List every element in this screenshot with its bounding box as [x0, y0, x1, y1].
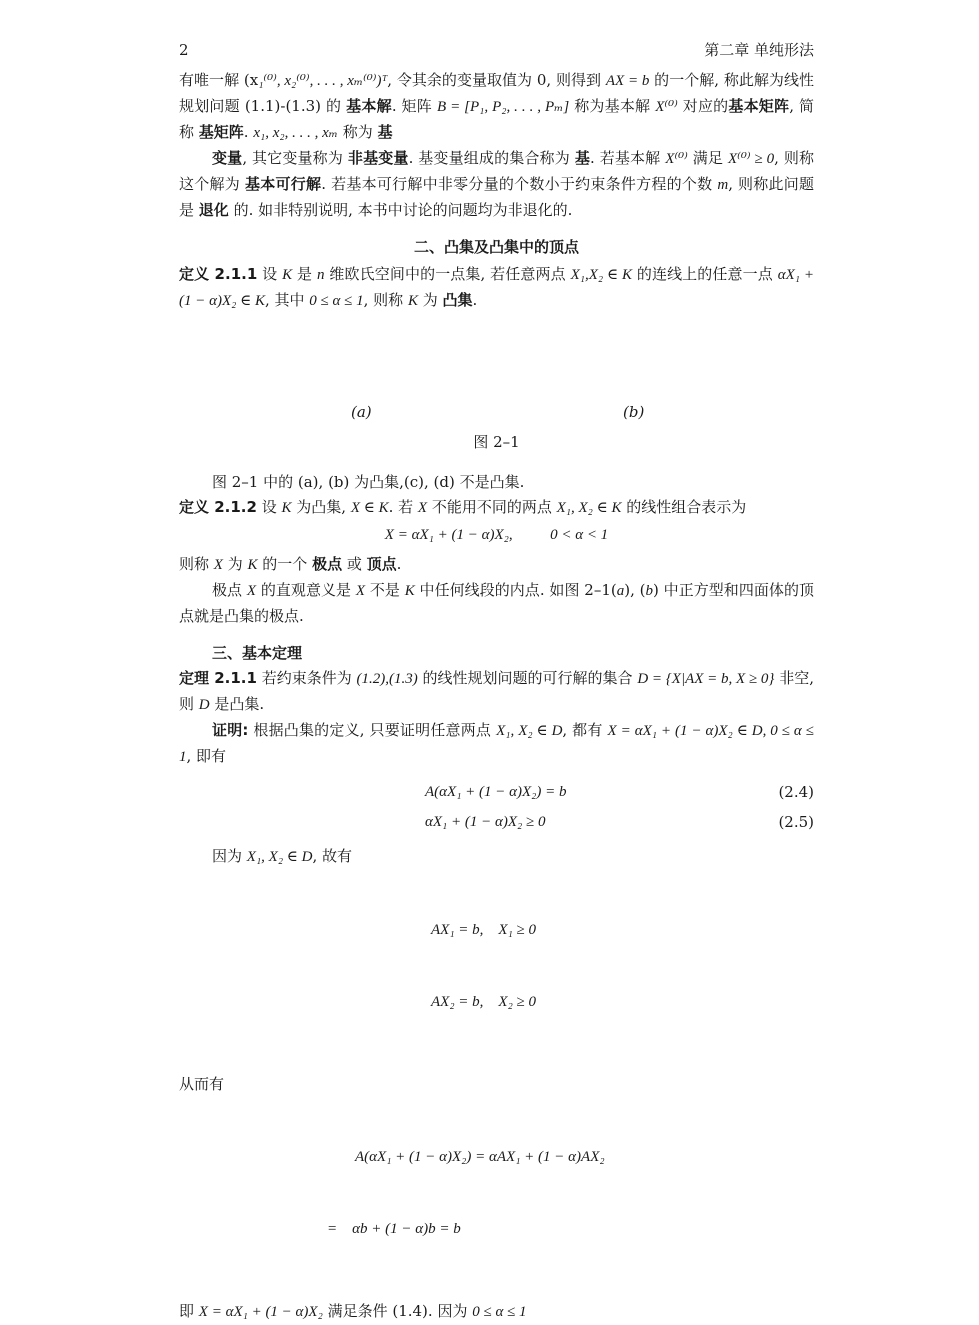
proof-label: 证明:	[212, 721, 249, 739]
definition-2-1-2-conclusion: 则称 X 为 K 的一个 极点 或 顶点.	[179, 555, 402, 573]
equation-number: (2.5)	[778, 813, 814, 831]
document-page	[179, 38, 814, 1325]
equation-2-5	[179, 808, 814, 838]
section-title-fundamental-theorem: 三、基本定理	[212, 644, 303, 662]
definition-label: 定义 2.1.2	[179, 498, 257, 516]
subfigure-label-a: (a)	[351, 403, 372, 421]
figure-caption: 图 2–1	[473, 433, 520, 451]
term-nonbasic-variables: 非基变量	[347, 149, 409, 167]
term-vertex: 顶点	[366, 555, 397, 573]
definition-2-1-1: 定义 2.1.1 设 K 是 n 维欧氏空间中的一点集, 若任意两点 X₁,X₂ ∈ K 的连线上的任意一点 αX₁ + (1 − α)X₂ ∈ K, 其中 0 ≤ α ≤ 1, 则称 K 为 凸集.	[179, 265, 814, 309]
derivation-line: = αb + (1 − α)b = b	[327, 1221, 461, 1237]
term-basic-solution: 基本解	[346, 97, 392, 115]
term-degenerate: 退化	[198, 201, 229, 219]
constraint-system	[431, 870, 814, 1062]
equation-2-4	[179, 778, 814, 808]
page-header	[179, 38, 814, 63]
term-variables: 变量	[212, 149, 243, 167]
proof-paragraph: 证明: 根据凸集的定义, 只要证明任意两点 X₁, X₂ ∈ D, 都有 X = αX₁ + (1 − α)X₂ ∈ D, 0 ≤ α ≤ 1, 即有	[179, 721, 814, 765]
theorem-label: 定理 2.1.1	[179, 669, 257, 687]
paragraph-extreme-point-meaning: 极点 X 的直观意义是 X 不是 K 中任何线段的内点. 如图 2–1(a), (b) 中正方型和四面体的顶点就是凸集的极点.	[179, 581, 814, 625]
term-basic-matrix: 基本矩阵	[728, 97, 790, 115]
theorem-2-1-1: 定理 2.1.1 若约束条件为 (1.2),(1.3) 的线性规划问题的可行解的集合 D = {X|AX = b, X ≥ 0} 非空, 则 D 是凸集.	[179, 669, 814, 713]
section-title-convex-sets: 二、凸集及凸集中的顶点	[413, 238, 579, 256]
term-extreme-point: 极点	[312, 555, 343, 573]
term-base-matrix: 基矩阵	[198, 123, 244, 141]
derivation-line: A(αX₁ + (1 − α)X₂) = αAX₁ + (1 − α)AX₂	[355, 1149, 605, 1165]
term-basic-feasible-solution: 基本可行解	[245, 175, 322, 193]
constraint-line: AX₁ = b, X₁ ≥ 0	[431, 922, 537, 938]
term-base: 基	[377, 123, 393, 141]
thus-label: 从而有	[179, 1075, 225, 1093]
derivation	[315, 1097, 814, 1289]
paragraph-basic-variables: 变量, 其它变量称为 非基变量. 基变量组成的集合称为 基. 若基本解 X⁽⁰⁾ 满足 X⁽⁰⁾ ≥ 0, 则称这个解为 基本可行解. 若基本可行解中非零分量的个数小于约束条件方程的个数 m, 则称此问题是 退化 的. 如非特别说明, 本书中讨论的问题均为非退化的.	[179, 149, 814, 219]
constraint-line: AX₂ = b, X₂ ≥ 0	[431, 994, 537, 1010]
paragraph-basic-solution: 有唯一解 (x₁⁽⁰⁾, x₂⁽⁰⁾, . . . , xₘ⁽⁰⁾)ᵀ, 令其余的变量取值为 0, 则得到 AX = b 的一个解, 称此解为线性规划问题 (1.1)-(1.3) 的 基本解. 矩阵 B = [P₁, P₂, . . . , Pₘ] 称为基本解 X⁽⁰⁾ 对应的基本矩阵, 简称 基矩阵. x₁, x₂, . . . , xₘ 称为 基	[179, 71, 814, 141]
term-basis: 基	[574, 149, 590, 167]
final-paragraph: 即 X = αX₁ + (1 − α)X₂ 满足条件 (1.4). 因为 0 ≤ α ≤ 1	[179, 1302, 527, 1320]
definition-2-1-2: 定义 2.1.2 设 K 为凸集, X ∈ K. 若 X 不能用不同的两点 X₁, X₂ ∈ K 的线性组合表示为	[179, 498, 747, 516]
definition-label: 定义 2.1.1	[179, 265, 258, 283]
equation-expression: A(αX₁ + (1 − α)X₂) = b	[425, 784, 567, 800]
equation-expression: αX₁ + (1 − α)X₂ ≥ 0	[425, 814, 546, 830]
chapter-title: 第二章 单纯形法	[704, 41, 814, 59]
subfigure-label-b: (b)	[623, 403, 645, 421]
term-convex-set: 凸集	[442, 291, 473, 309]
equation-number: (2.4)	[778, 783, 814, 801]
figure-note: 图 2–1 中的 (a), (b) 为凸集,(c), (d) 不是凸集.	[212, 473, 525, 491]
extreme-point-equation: X = αX₁ + (1 − α)X₂, 0 < α < 1	[384, 527, 609, 543]
page-number: 2	[179, 41, 189, 59]
because-paragraph: 因为 X₁, X₂ ∈ D, 故有	[212, 847, 353, 865]
figure-2-1	[179, 314, 814, 464]
